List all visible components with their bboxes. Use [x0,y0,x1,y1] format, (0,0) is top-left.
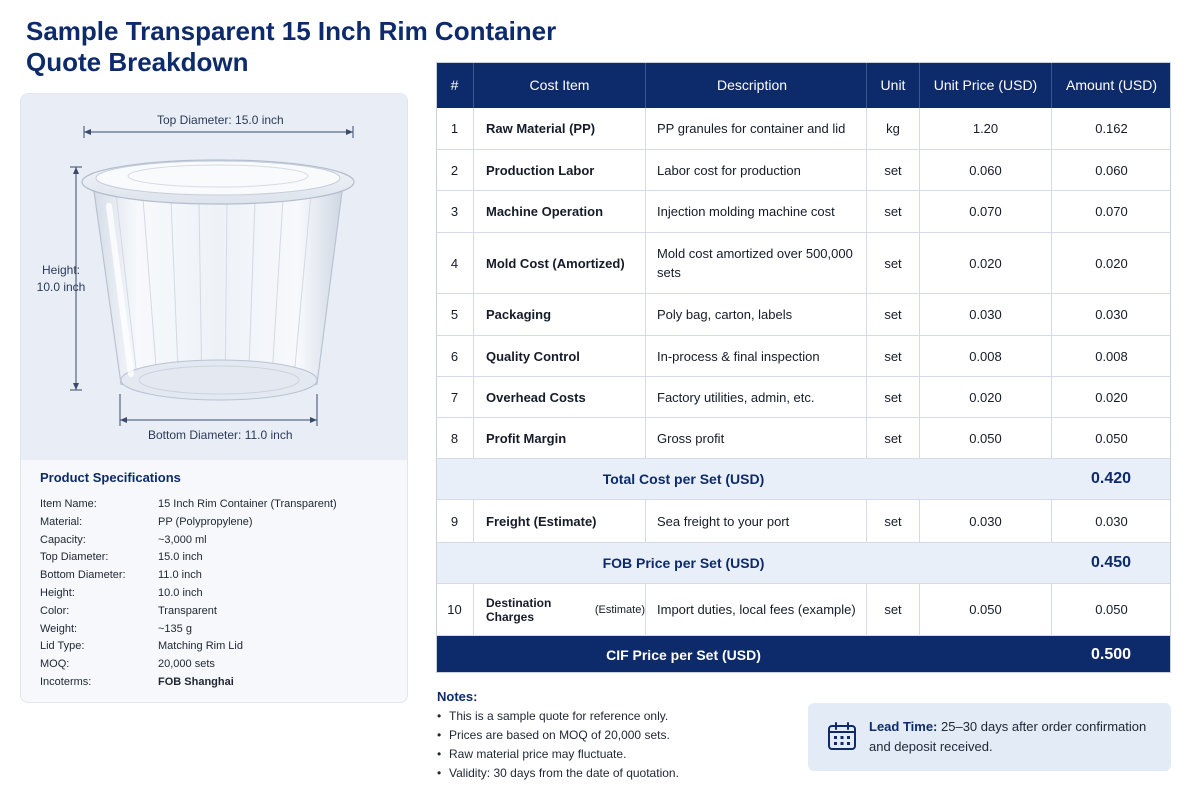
header-amount: Amount (USD) [1051,62,1171,108]
lead-time-box [808,703,1171,771]
fob-price-row [436,543,1171,584]
row-num: 9 [450,513,459,529]
spec-row [40,498,400,516]
total-cost-value: 0.420 [1090,470,1132,487]
note-bullet: • [437,728,442,742]
spec-key: Incoterms: [40,676,92,688]
row-item: Profit Margin [473,418,645,458]
spec-row [40,623,400,641]
row-desc: Injection molding machine cost [645,191,866,232]
note-text: This is a sample quote for reference only. [449,709,669,723]
row-desc: Import duties, local fees (example) [645,584,866,635]
row-item: Packaging [473,294,645,335]
row-price: 0.060 [919,150,1051,190]
top-diameter-label: Top Diameter: 15.0 inch [157,113,284,127]
row-amount: 0.060 [1051,150,1171,190]
row-item: Overhead Costs [473,377,645,417]
spec-value: Transparent [158,604,217,617]
row-desc: PP granules for container and lid [645,108,866,149]
row-amount: 0.008 [1051,336,1171,376]
spec-value: 15 Inch Rim Container (Transparent) [158,498,337,510]
row-num: 10 [447,602,462,617]
spec-row [40,676,400,694]
header-unit: Unit [866,62,919,108]
row-unit: set [866,294,919,335]
row-unit: kg [866,108,919,149]
fob-price-label: FOB Price per Set (USD) [602,555,765,571]
calendar-icon [826,720,858,752]
row-item-sub: (Estimate) [594,603,645,616]
lead-time-text [869,717,1165,757]
row-unit: set [866,584,919,635]
table-row [436,294,1171,336]
note-item [437,728,670,742]
height-label-line-2: 10.0 inch [36,280,86,294]
spec-value: 15.0 inch [158,551,203,564]
row-item: Production Labor [473,150,645,190]
row-num: 2 [450,162,459,178]
cif-price-value: 0.500 [1090,645,1132,663]
title-line-2: Quote Breakdown [26,47,249,77]
product-panel [20,93,408,703]
table-row [436,108,1171,150]
spec-value: 20,000 sets [158,658,215,671]
table-row [436,500,1171,543]
spec-row [40,534,400,552]
note-item [437,766,679,780]
table-row [436,150,1171,191]
total-cost-row [436,459,1171,500]
row-desc: Factory utilities, admin, etc. [645,377,866,417]
row-unit: set [866,191,919,232]
spec-key: Top Diameter: [40,551,109,564]
spec-value: 10.0 inch [158,587,203,599]
spec-row [40,516,400,534]
row-unit: set [866,233,919,293]
spec-value: PP (Polypropylene) [158,515,253,528]
row-amount: 0.030 [1051,294,1171,335]
row-item: Machine Operation [473,191,645,232]
row-num: 8 [450,430,459,446]
row-price: 0.050 [919,584,1051,635]
spec-row [40,587,400,605]
table-row [436,233,1171,294]
note-bullet: • [437,709,442,723]
spec-value: 11.0 inch [158,569,202,582]
lead-time-label: Lead Time: [869,719,938,734]
row-item: Quality Control [473,336,645,376]
spec-value: ~3,000 ml [158,533,207,546]
row-amount: 0.020 [1051,377,1171,417]
note-bullet: • [437,747,442,761]
spec-key: Color: [40,604,70,617]
spec-key: Capacity: [40,533,86,546]
header-price: Unit Price (USD) [919,62,1051,108]
row-desc: Poly bag, carton, labels [645,294,866,335]
note-item [437,747,626,761]
notes-title: Notes: [437,689,478,704]
spec-value: Matching Rim Lid [158,640,243,653]
row-item: Raw Material (PP) [473,108,645,149]
spec-value: ~135 g [158,622,192,635]
spec-row [40,658,400,676]
spec-row [40,551,400,569]
lead-time-line-2: and deposit received. [869,739,993,754]
cif-price-row [436,636,1171,673]
height-label-line-1: Height: [41,263,81,277]
spec-row [40,640,400,658]
row-amount: 0.020 [1051,233,1171,293]
row-amount: 0.030 [1051,500,1171,542]
row-num: 4 [450,255,459,271]
row-unit: set [866,150,919,190]
row-price: 0.020 [919,233,1051,293]
lead-time-line-1: 25–30 days after order confirmation [937,719,1147,734]
spec-key: Material: [40,515,83,528]
table-row [436,336,1171,377]
note-text: Prices are based on MOQ of 20,000 sets. [449,728,670,742]
spec-value: FOB Shanghai [158,676,234,688]
row-num: 6 [450,348,459,364]
table-row [436,377,1171,418]
table-row [436,418,1171,459]
fob-price-value: 0.450 [1090,554,1132,571]
table-header [436,62,1171,108]
row-num: 7 [450,389,459,405]
title-line-1: Sample Transparent 15 Inch Rim Container [26,16,557,46]
row-item: Mold Cost (Amortized) [473,233,645,293]
spec-row [40,569,400,587]
spec-key: Item Name: [40,498,97,510]
spec-key: Weight: [40,622,78,635]
cif-price-label: CIF Price per Set (USD) [606,646,761,663]
row-price: 1.20 [919,108,1051,149]
spec-key: Height: [40,587,75,599]
row-item-main: Destination Charges [486,595,552,624]
note-text: Validity: 30 days from the date of quotation. [449,766,679,780]
row-desc: In-process & final inspection [645,336,866,376]
row-num: 3 [450,204,459,219]
row-unit: set [866,377,919,417]
row-price: 0.020 [919,377,1051,417]
row-price: 0.030 [919,500,1051,542]
spec-row [40,605,400,623]
table-row [436,584,1171,636]
row-num: 5 [450,307,459,322]
row-unit: set [866,500,919,542]
bottom-diameter-label: Bottom Diameter: 11.0 inch [148,428,293,442]
row-amount: 0.162 [1051,108,1171,149]
spec-key: Bottom Diameter: [40,569,126,582]
row-desc: Sea freight to your port [645,500,866,542]
row-amount: 0.070 [1051,191,1171,232]
row-desc: Labor cost for production [645,150,866,190]
total-cost-label: Total Cost per Set (USD) [602,471,765,487]
note-text: Raw material price may fluctuate. [449,747,627,761]
product-image-area [21,94,408,460]
header-desc: Description [645,62,866,108]
row-price: 0.050 [919,418,1051,458]
header-num: # [450,77,459,93]
row-amount: 0.050 [1051,418,1171,458]
table-row [436,191,1171,233]
row-price: 0.008 [919,336,1051,376]
row-price: 0.070 [919,191,1051,232]
spec-key: MOQ: [40,658,70,671]
row-unit: set [866,418,919,458]
spec-key: Lid Type: [40,640,85,653]
note-item [437,709,668,723]
row-amount: 0.050 [1051,584,1171,635]
specs-title: Product Specifications [40,470,181,485]
row-item [473,584,645,635]
row-desc: Gross profit [645,418,866,458]
row-item: Freight (Estimate) [473,500,645,542]
header-item: Cost Item [473,62,645,108]
row-desc: Mold cost amortized over 500,000 sets [645,233,866,293]
row-price: 0.030 [919,294,1051,335]
row-unit: set [866,336,919,376]
note-bullet: • [437,766,442,780]
row-num: 1 [450,121,459,136]
height-label [27,262,95,296]
